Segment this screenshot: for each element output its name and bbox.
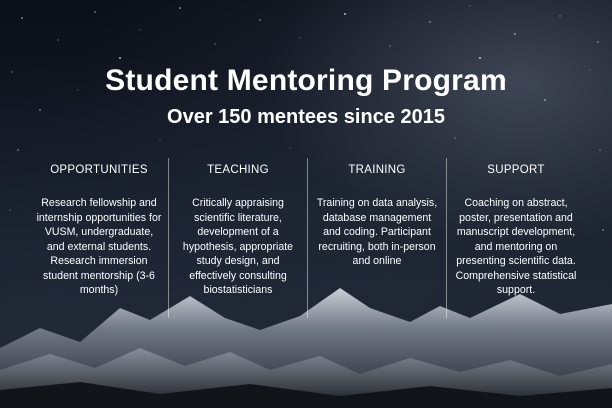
- column-opportunities: [30, 158, 168, 318]
- column-heading: SUPPORT: [487, 164, 545, 176]
- page-subtitle: Over 150 mentees since 2015: [167, 106, 445, 128]
- program-columns: [30, 158, 585, 318]
- column-support: [446, 158, 585, 318]
- column-text: Research fellowship and internship opportunities for VUSM, undergraduate, and external students. Research immersion student mentorship (3-6 months): [36, 197, 162, 296]
- page-title: Student Mentoring Program: [105, 64, 507, 97]
- column-text: Training on data analysis, database management and coding. Participant recruiting, both in-person and online: [316, 197, 438, 267]
- column-text: Coaching on abstract, poster, presentation and manuscript development, and mentoring on presenting scientific data. Comprehensive statistical support.: [455, 197, 577, 296]
- column-text: Critically appraising scientific literature, development of a hypothesis, appropriate study design, and effectively consulting biostatisticians: [182, 197, 294, 296]
- column-heading: TEACHING: [207, 164, 269, 176]
- column-heading: TRAINING: [348, 164, 406, 176]
- column-heading: OPPORTUNITIES: [50, 164, 148, 176]
- column-teaching: [168, 158, 307, 318]
- column-training: [307, 158, 446, 318]
